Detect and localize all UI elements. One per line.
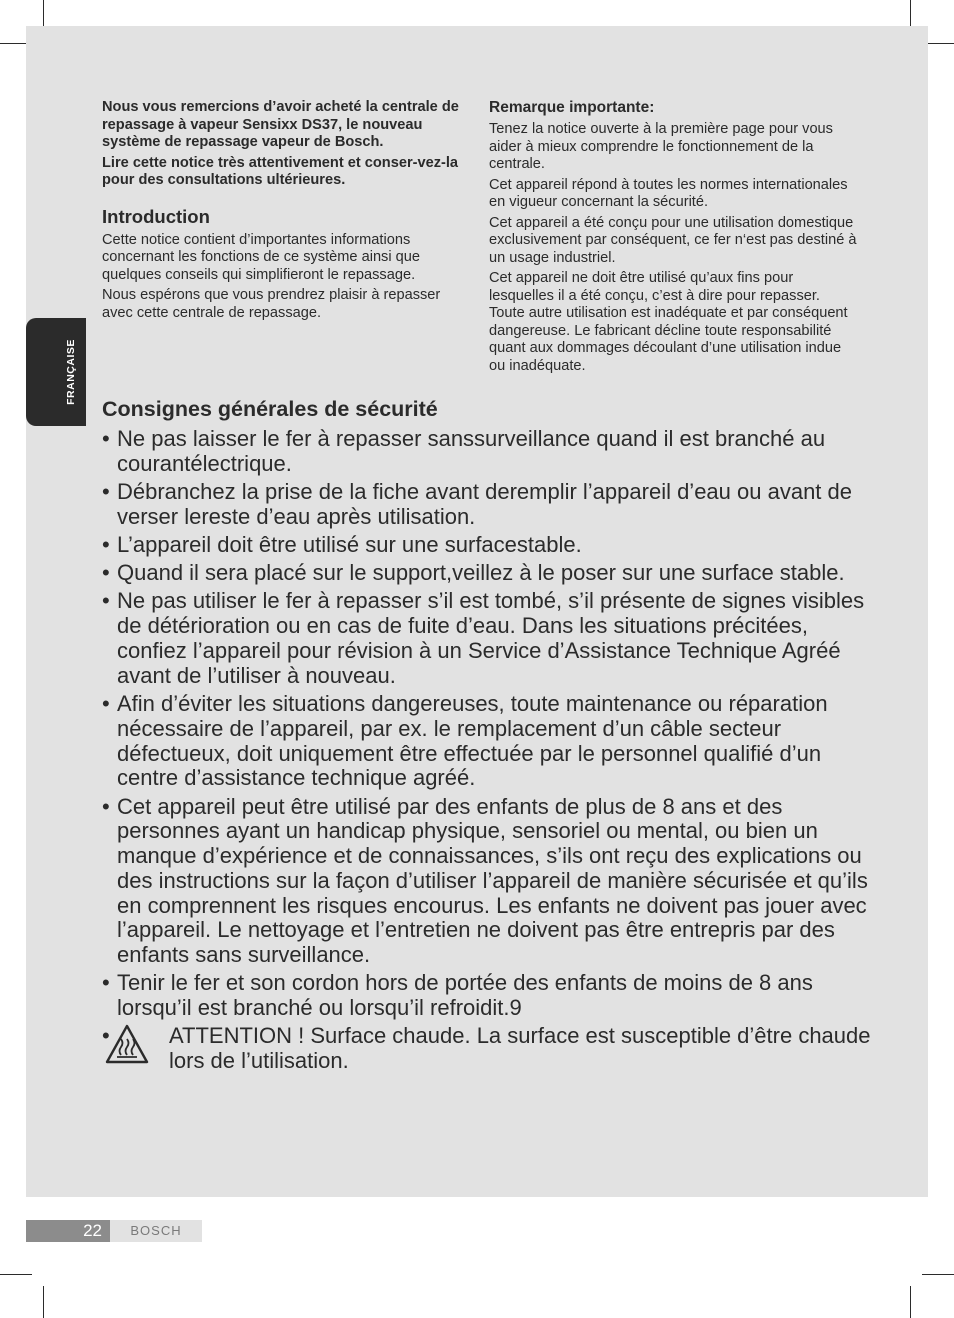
intro-thanks: Nous vous remercions d’avoir acheté la centrale de repassage à vapeur Sensixx DS37, le nouveau système de repassage vapeur de Bosch. [102,99,459,150]
list-item-text: Ne pas laisser le fer à repasser sanssurveillance quand il est branché au courantélectrique. [117,426,826,476]
remark-paragraph: Cet appareil répond à toutes les normes internationales en vigueur concernant la sécurité. [489,176,848,210]
list-item [102,692,872,791]
warning-text: ATTENTION ! Surface chaude. La surface est susceptible d’être chaude lors de l’utilisation. [169,1023,871,1074]
introduction-paragraph: Nous espérons que vous prendrez plaisir à repasser avec cette centrale de repassage. [102,287,441,321]
list-item [102,589,872,688]
bullet-icon: • [102,793,110,819]
crop-mark [43,1286,44,1318]
list-item-text: Ne pas utiliser le fer à repasser s’il est tombé, s’il présente de signes visibles de détérioration ou en cas de fuite d’eau. Dans les situations précitées, confiez l’appareil pour révision à un Service d’Assistance Technique Agréé avant de l’utiliser à nouveau. [117,588,865,688]
list-item-text: Afin d’éviter les situations dangereuses, toute maintenance ou réparation nécessaire de l’appareil, par ex. le remplacement d’un câble secteur défectueux, doit uniquement être effectuée par le personnel qualifié d’un centre d’assistance technique agréé. [117,690,828,791]
list-item-text: L’appareil doit être utilisé sur une surfacestable. [117,531,582,557]
bullet-icon: • [102,588,110,614]
remark-heading: Remarque importante: [489,99,655,116]
bullet-icon: • [102,690,110,716]
list-item [102,533,872,558]
hot-surface-warning-icon [104,1023,150,1065]
list-item [102,795,872,969]
safety-list [102,427,872,1077]
introduction-paragraph: Cette notice contient d’importantes informations concernant les fonctions de ce système ainsi que quelques conseils qui simplifieront le repassage. [102,231,420,283]
bullet-icon: • [102,970,110,996]
warning-item [102,1024,872,1074]
intro-read-notice: Lire cette notice très attentivement et conser-vez-la pour des consultations ultérieures. [102,154,459,188]
bullet-icon: • [102,560,110,586]
list-item [102,427,872,477]
list-item [102,971,872,1021]
bullet-icon: • [102,531,110,557]
list-item [102,561,872,586]
crop-mark [0,1274,32,1275]
list-item-text: Quand il sera placé sur le support,veillez à le poser sur une surface stable. [117,560,845,586]
safety-heading: Consignes générales de sécurité [102,397,438,421]
left-column [102,99,467,325]
list-item-text: Cet appareil peut être utilisé par des enfants de plus de 8 ans et des personnes ayant un handicap physique, sensoriel ou mental, ou bien un manque d’expérience et de connaissances, s’ils ont reçu des explications ou des instructions sur la façon d’utiliser l’appareil de manière sécurisée et qu’ils en comprennent les risques encourus. Les enfants ne doivent pas jouer avec l’appareil. Le nettoyage et l’entretien ne doivent pas être entrepris par des enfants sans surveillance. [117,793,868,968]
list-item-text: Débranchez la prise de la fiche avant deremplir l’appareil d’eau ou avant de verser lereste d’eau après utilisation. [117,478,853,529]
crop-mark [922,1274,954,1275]
page-number: 22 [26,1220,110,1242]
introduction-heading: Introduction [102,205,210,227]
bullet-icon: • [102,426,110,451]
bullet-icon: • [102,1023,110,1049]
bullet-icon: • [102,478,110,504]
crop-mark [910,1286,911,1318]
remark-paragraph: Cet appareil a été conçu pour une utilisation domestique exclusivement par conséquent, ce fer n‘est pas destiné à un usage industriel. [489,214,857,266]
right-column [489,99,859,378]
remark-paragraph: Tenez la notice ouverte à la première page pour vous aider à mieux comprendre le fonctionnement de la centrale. [489,121,833,172]
list-item [102,480,872,530]
language-tab [26,318,86,426]
list-item-text: Tenir le fer et son cordon hors de portée des enfants de moins de 8 ans lorsqu’il est branché ou lorsqu’il refroidit.9 [117,970,813,1021]
language-tab-label: FRANÇAISE [65,339,77,405]
remark-paragraph: Cet appareil ne doit être utilisé qu’aux fins pour lesquelles il a été conçu, c’est à dire pour repasser. Toute autre utilisation est inadéquate et par conséquent dangereuse. Le fabricant décline toute responsabilité quant aux dommages découlant d’une utilisation indue ou inadéquate. [489,270,848,374]
brand-label: BOSCH [130,1223,182,1238]
